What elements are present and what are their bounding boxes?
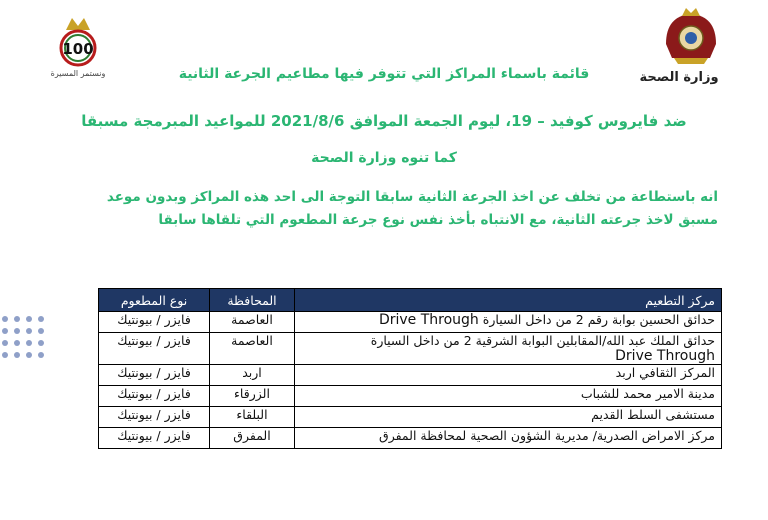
center-cell: مستشفى السلط القديم [295,407,722,428]
ministry-notice-heading: كما تنوه وزارة الصحة [311,150,457,166]
center-name: حدائق الملك عبد الله/المقابلين البوابة الشرقية 2 من داخل السيارة [370,333,715,348]
governorate-cell: الزرقاء [210,386,295,407]
column-header-center: مركز التطعيم [295,289,722,312]
coat-of-arms-icon [660,4,722,66]
vaccine-cell: فايزر / بيونتيك [99,407,210,428]
vaccine-cell: فايزر / بيونتيك [99,312,210,333]
governorate-cell: اربد [210,365,295,386]
table-row [99,312,722,333]
logo-number: 100 [62,40,94,58]
ministry-name: وزارة الصحة [639,70,719,85]
center-cell [295,333,722,365]
center-cell: المركز الثقافي اربد [295,365,722,386]
column-header-governorate: المحافظة [210,289,295,312]
vaccination-centers-table [98,288,722,449]
list-subtitle: ضد فايروس كوفيد – 19، ليوم الجمعة الموافق 2021/8/6 للمواعيد المبرمجة مسبقا [81,112,687,130]
column-header-vaccine: نوع المطعوم [99,289,210,312]
vaccine-cell: فايزر / بيونتيك [99,386,210,407]
table-row [99,365,722,386]
table-row [99,386,722,407]
center-cell: مدينة الامير محمد للشباب [295,386,722,407]
list-title: قائمة باسماء المراكز التي تتوفر فيها مطاعيم الجرعة الثانية [178,66,590,82]
governorate-cell: العاصمة [210,312,295,333]
governorate-cell: العاصمة [210,333,295,365]
notice-text: انه باستطاعة من تخلف عن اخذ الجرعة الثانية سابقا التوجة الى احد هذه المراكز وبدون موعد مسبق لاخذ جرعته الثانية، مع الانتباه بأخذ نفس نوع جرعة المطعوم التي تلقاها سابقا [106,189,718,228]
center-cell: مركز الامراض الصدرية/ مديرية الشؤون الصحية لمحافظة المفرق [295,428,722,449]
center-name-en: Drive Through [615,348,715,364]
center-name: حدائق الحسين بوابة رقم 2 من داخل السيارة [482,312,715,327]
table-header-row [99,289,722,312]
logo-caption: ونستمر المسيرة [50,69,106,78]
table-row [99,333,722,365]
table-row [99,407,722,428]
vaccine-cell: فايزر / بيونتيك [99,333,210,365]
vaccine-cell: فايزر / بيونتيك [99,428,210,449]
table-row [99,428,722,449]
governorate-cell: المفرق [210,428,295,449]
governorate-cell: البلقاء [210,407,295,428]
center-cell [295,312,722,333]
decorative-dots [2,316,44,358]
vaccine-cell: فايزر / بيونتيك [99,365,210,386]
center-name-en: Drive Through [378,312,479,328]
